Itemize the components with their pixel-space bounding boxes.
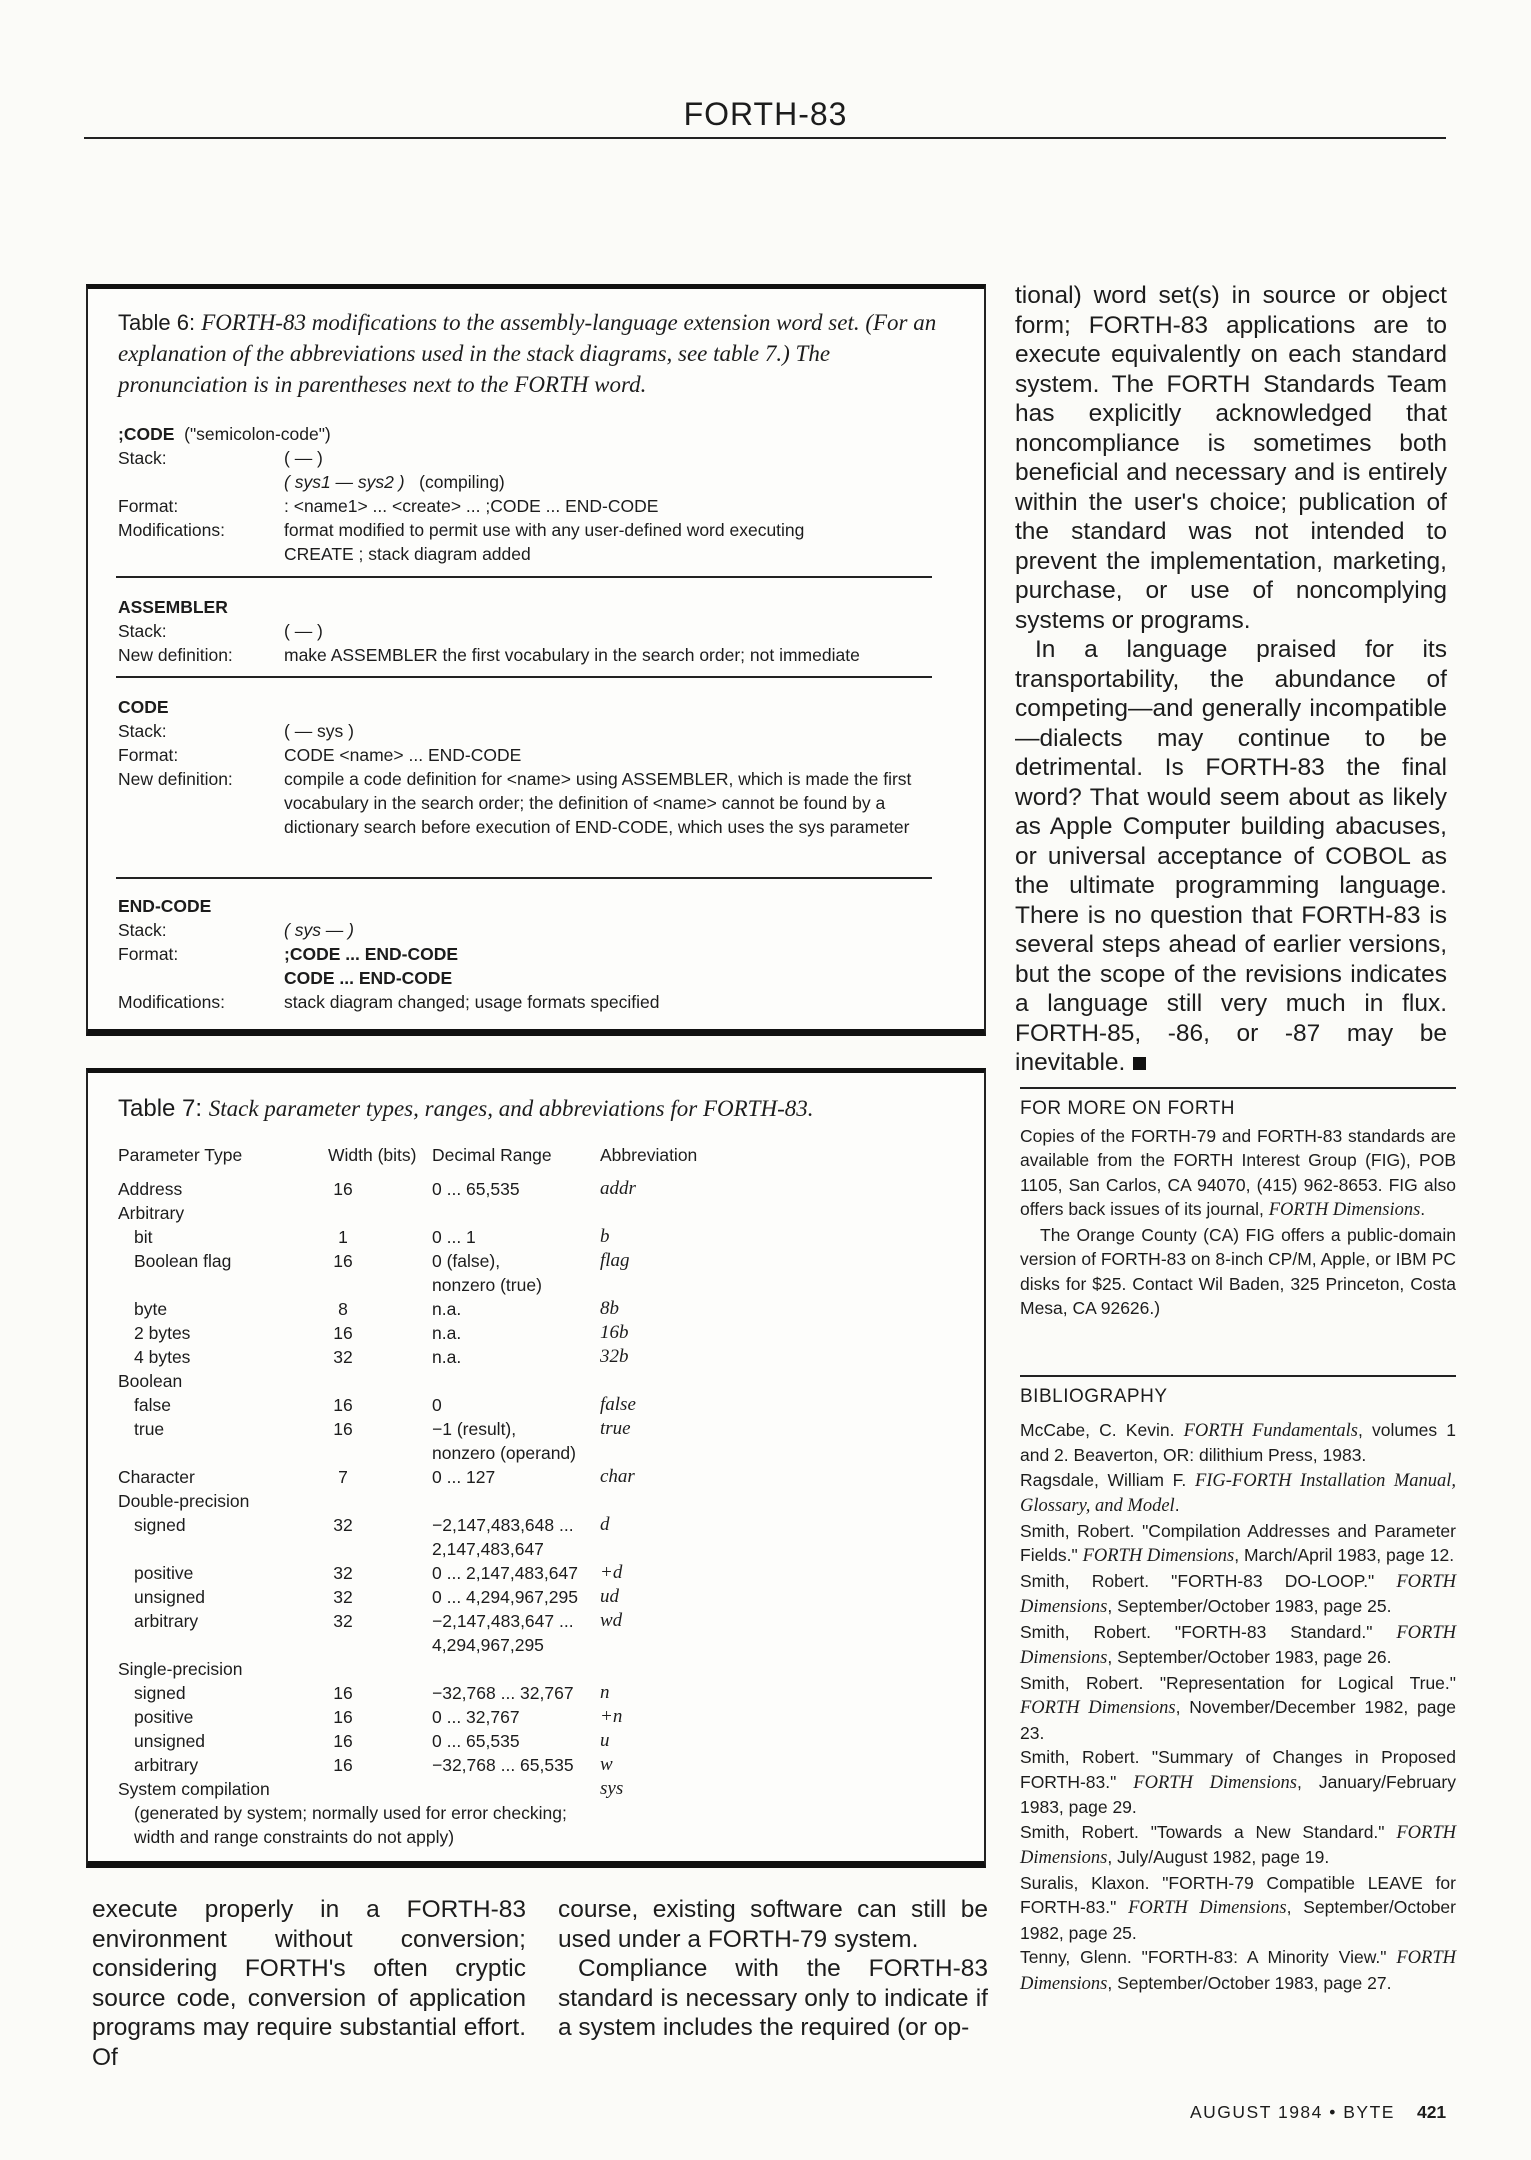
publication-title: FORTH Fundamentals [1183, 1420, 1358, 1441]
cell-width: 32 [333, 1515, 353, 1535]
cell-width: 8 [338, 1299, 348, 1319]
cell-range: nonzero (true) [432, 1275, 542, 1295]
text-run: . [1174, 1495, 1180, 1515]
table-row [118, 1345, 960, 1369]
cell-type: bit [134, 1227, 153, 1247]
journal-title: FORTH Dimensions [1268, 1200, 1421, 1220]
cell-abbr: 8b [600, 1298, 619, 1319]
table-6-divider [116, 576, 932, 578]
definition-value: compile a code definition for <name> using ASSEMBLER, which is made the first vocabulary in the search order; the definition of <name> cannot be found by a dictionary search before execution of END-CODE, which uses the sys parameter [284, 769, 912, 837]
stack-label: Stack: [118, 621, 167, 641]
table-row [118, 1537, 960, 1561]
cell-range: −1 (result), [432, 1419, 517, 1439]
bibliography-entry [1020, 1820, 1456, 1871]
table-row [118, 1633, 960, 1657]
stack-value: ( sys1 — sys2 ) [284, 472, 405, 492]
cell-range: nonzero (operand) [432, 1443, 576, 1463]
cell-type: positive [134, 1707, 194, 1727]
entry-semicolon-code [118, 422, 960, 566]
text-run: Smith, Robert. "Compilation Addresses and Parameter Fields." [1020, 1520, 1456, 1565]
table-7-caption [118, 1093, 958, 1124]
cell-range: 2,147,483,647 [432, 1539, 544, 1559]
cell-type: byte [134, 1299, 168, 1319]
text-run: , September/October 1983, page 27. [1107, 1972, 1392, 1993]
table-row [118, 1489, 960, 1513]
cell-width: 16 [333, 1419, 353, 1439]
cell-type: true [134, 1419, 165, 1439]
cell-abbr: 32b [600, 1346, 629, 1367]
cell-width: 16 [333, 1755, 353, 1775]
entry-word: END-CODE [118, 896, 212, 916]
table-row [118, 1609, 960, 1633]
cell-abbr: flag [600, 1250, 630, 1271]
cell-type: arbitrary [134, 1755, 199, 1775]
sidebar-rule [1020, 1087, 1456, 1089]
cell-abbr: +d [600, 1562, 623, 1583]
publication-title: FORTH Dimensions [1020, 1948, 1456, 1994]
cell-type: unsigned [134, 1587, 206, 1607]
footer-issue: AUGUST 1984 • BYTE [1190, 2102, 1395, 2122]
table-row [118, 1441, 960, 1465]
table-6-divider [116, 676, 932, 678]
cell-abbr: false [600, 1394, 636, 1415]
publication-title: FORTH Dimensions [1128, 1898, 1287, 1918]
format-label: Format: [118, 745, 179, 765]
more-on-forth-paragraph: The Orange County (CA) FIG offers a public-domain version of FORTH-83 on 8-inch CP/M, Apple, or IBM PC disks for $25. Contact Wil Baden, 325 Princeton, Costa Mesa, CA 92626.) [1020, 1224, 1456, 1318]
bibliography-entry [1020, 1519, 1456, 1569]
table-row [118, 1273, 960, 1297]
cell-width: 7 [338, 1467, 348, 1487]
cell-range: 0 ... 4,294,967,295 [432, 1587, 578, 1607]
table-row [118, 1201, 960, 1225]
stack-label: Stack: [118, 448, 167, 468]
sidebar-rule [1020, 1375, 1456, 1377]
cell-range: n.a. [432, 1323, 462, 1343]
cell-width: 16 [333, 1179, 353, 1199]
cell-abbr: n [600, 1682, 610, 1703]
column-header: Abbreviation [600, 1145, 698, 1165]
cell-width: 16 [333, 1707, 353, 1727]
cell-width: 16 [333, 1323, 353, 1343]
entry-word: CODE [118, 697, 169, 717]
table-row [118, 1513, 960, 1537]
cell-type: Boolean flag [134, 1251, 232, 1271]
table-row [118, 1465, 960, 1489]
table-7-grid [118, 1143, 960, 1849]
cell-abbr: u [600, 1730, 610, 1751]
cell-type: false [134, 1395, 171, 1415]
column-header: Decimal Range [432, 1145, 552, 1165]
cell-width: 32 [333, 1611, 353, 1631]
text-run: , July/August 1982, page 19. [1107, 1847, 1330, 1867]
definition-value: make ASSEMBLER the first vocabulary in the search order; not immediate [284, 645, 860, 665]
format-label: Format: [118, 944, 179, 964]
format-value: CODE ... END-CODE [284, 968, 453, 988]
text-run: , March/April 1983, page 12. [1234, 1545, 1455, 1565]
format-value: CODE <name> ... END-CODE [284, 745, 522, 765]
cell-type: Arbitrary [118, 1203, 185, 1223]
cell-type: arbitrary [134, 1611, 199, 1631]
table-7-header-row [118, 1143, 960, 1167]
text-run: , volumes 1 and 2. Beaverton, OR: dilithium Press, 1983. [1020, 1419, 1457, 1465]
publication-title: FORTH Dimensions [1020, 1698, 1176, 1718]
modifications-value: CREATE ; stack diagram added [284, 544, 531, 564]
cell-abbr: b [600, 1226, 610, 1247]
right-body-column [1015, 281, 1447, 1078]
cell-width: 32 [333, 1563, 353, 1583]
format-value: : <name1> ... <create> ... ;CODE ... END-CODE [284, 496, 659, 516]
modifications-label: Modifications: [118, 992, 225, 1012]
table-row [118, 1585, 960, 1609]
cell-abbr: addr [600, 1178, 636, 1199]
table-7 [86, 1068, 986, 1868]
cell-range: 0 ... 1 [432, 1227, 476, 1247]
table-row [118, 1729, 960, 1753]
modifications-value: stack diagram changed; usage formats specified [284, 992, 660, 1012]
table-row [118, 1393, 960, 1417]
cell-type: positive [134, 1563, 194, 1583]
cell-range: 0 ... 65,535 [432, 1731, 520, 1751]
text-run: , September/October 1983, page 26. [1107, 1647, 1392, 1667]
table-row [118, 1225, 960, 1249]
bibliography-entry [1020, 1569, 1456, 1620]
stack-label: Stack: [118, 920, 167, 940]
cell-abbr: d [600, 1514, 610, 1535]
text-run: Ragsdale, William F. [1020, 1469, 1195, 1490]
cell-abbr: true [600, 1418, 631, 1439]
cell-type: Double-precision [118, 1491, 250, 1511]
table-6-caption-text: FORTH-83 modifications to the assembly-language extension word set. (For an explanation of the abbreviations used in the stack diagrams, see table 7.) The pronunciation is in parentheses next to the FORTH word. [118, 310, 937, 397]
entry-end-code [118, 894, 960, 1014]
cell-width: 32 [333, 1587, 353, 1607]
page-footer [1190, 2102, 1446, 2123]
cell-range: −2,147,483,647 ... [432, 1611, 574, 1631]
cell-width: 1 [338, 1227, 348, 1247]
publication-title: FORTH Dimensions [1133, 1772, 1298, 1793]
page-number: 421 [1416, 2102, 1447, 2122]
publication-title: FORTH Dimensions [1020, 1571, 1456, 1617]
format-label: Format: [118, 496, 179, 516]
column-header: Parameter Type [118, 1145, 243, 1165]
running-head: FORTH-83 [683, 96, 848, 132]
cell-abbr: wd [600, 1610, 623, 1631]
definition-label: New definition: [118, 645, 233, 665]
table-6 [86, 284, 986, 1036]
cell-abbr: ud [600, 1586, 619, 1607]
text-run: , September/October 1982, page 25. [1020, 1897, 1456, 1943]
cell-type: 4 bytes [134, 1347, 191, 1367]
format-value: ;CODE ... END-CODE [284, 944, 459, 964]
table-row [118, 1321, 960, 1345]
entry-code [118, 695, 960, 839]
table-7-footnote: width and range constraints do not apply) [134, 1827, 455, 1847]
body-paragraph-text: In a language praised for its transportability, the abundance of competing—and generally incompatible—dialects may continue to be detrimental. Is FORTH-83 the final word? That would seem about as likely as Apple Computer building abacuses, or universal acceptance of COBOL as the ultimate programming language. There is no question that FORTH-83 is several steps ahead of earlier versions, but the scope of the revisions indicates a language still very much in flux. FORTH-85, -86, or -87 may be inevitable. [1015, 636, 1447, 1076]
table-7-label: Table 7: [118, 1095, 203, 1122]
text-run: McCabe, C. Kevin. [1020, 1419, 1184, 1440]
cell-type: 2 bytes [134, 1323, 191, 1343]
text-run: Smith, Robert. "Towards a New Standard." [1020, 1821, 1397, 1842]
table-row [118, 1561, 960, 1585]
bibliography-entry [1020, 1871, 1456, 1946]
bibliography-heading: BIBLIOGRAPHY [1020, 1386, 1168, 1407]
table-6-label: Table 6: [118, 310, 196, 335]
cell-width: 32 [333, 1347, 353, 1367]
text-run: Tenny, Glenn. "FORTH-83: A Minority View." [1020, 1947, 1397, 1967]
publication-title: FORTH Dimensions [1020, 1622, 1456, 1668]
text-run: , January/February 1983, page 29. [1020, 1771, 1456, 1817]
stack-label: Stack: [118, 721, 167, 741]
cell-type: System compilation [118, 1779, 270, 1799]
body-paragraph: execute properly in a FORTH-83 environment without conversion; considering FORTH's often cryptic source code, conversion of application programs may require substantial effort. Of [92, 1896, 526, 2071]
table-row [118, 1681, 960, 1705]
table-row [118, 1297, 960, 1321]
bibliography-entry [1020, 1945, 1456, 1996]
table-7-body [118, 1177, 960, 1801]
more-on-forth-paragraph [1020, 1124, 1456, 1223]
definition-label: New definition: [118, 769, 233, 789]
modifications-value: format modified to permit use with any user-defined word executing [284, 520, 805, 540]
cell-range: 4,294,967,295 [432, 1635, 544, 1655]
table-7-caption-text: Stack parameter types, ranges, and abbreviations for FORTH-83. [208, 1096, 814, 1121]
stack-value: ( sys — ) [284, 920, 354, 940]
entry-word: ASSEMBLER [118, 597, 228, 617]
end-mark-icon [1133, 1057, 1146, 1070]
cell-width: 16 [333, 1251, 353, 1271]
cell-abbr: +n [600, 1706, 623, 1727]
column-header: Width (bits) [328, 1145, 417, 1165]
text-run: Copies of the FORTH-79 and FORTH-83 standards are available from the FORTH Interest Group (FIG), POB 1105, San Carlos, CA 94070, (415) 962-8653. FIG also offers back issues of its journal, [1020, 1125, 1456, 1219]
table-row [118, 1657, 960, 1681]
text-run: , September/October 1983, page 25. [1107, 1596, 1392, 1616]
table-row [118, 1249, 960, 1273]
table-row [118, 1753, 960, 1777]
text-run: Smith, Robert. "Summary of Changes in Proposed FORTH-83." [1020, 1747, 1456, 1792]
header-rule [84, 137, 1446, 139]
bottom-left-column [92, 1895, 526, 2072]
bibliography-entry [1020, 1745, 1456, 1820]
stack-note: (compiling) [419, 472, 505, 492]
cell-type: signed [134, 1515, 186, 1535]
stack-value: ( — ) [284, 621, 323, 641]
bibliography-box [1020, 1375, 1456, 1996]
table-row [118, 1369, 960, 1393]
body-paragraph: Compliance with the FORTH-83 standard is necessary only to indicate if a system includes the required (or op- [558, 1955, 988, 2041]
body-paragraph: tional) word set(s) in source or object form; FORTH-83 applications are to execute equivalently on each standard system. The FORTH Standards Team has explicitly acknowledged that noncompliance is sometimes both beneficial and necessary and is entirely within the user's choice; publication of the standard was not intended to prevent the implementation, marketing, purchase, or use of noncomplying systems or programs. [1015, 282, 1447, 634]
cell-abbr: sys [600, 1778, 624, 1799]
stack-value: ( — ) [284, 448, 323, 468]
entry-word: ;CODE [118, 424, 175, 444]
cell-range: 0 [432, 1395, 442, 1415]
cell-abbr: w [600, 1754, 613, 1775]
cell-type: unsigned [134, 1731, 206, 1751]
bibliography-entry [1020, 1620, 1456, 1671]
table-6-divider [116, 877, 932, 879]
cell-abbr: char [600, 1466, 635, 1487]
text-run: , November/December 1982, page 23. [1020, 1697, 1456, 1743]
text-run: Suralis, Klaxon. "FORTH-79 Compatible LEAVE for FORTH-83." [1020, 1872, 1456, 1917]
table-row [118, 1777, 960, 1801]
bibliography-entry [1020, 1671, 1456, 1746]
more-on-forth-box [1020, 1087, 1456, 1321]
cell-width: 16 [333, 1731, 353, 1751]
text-run: Smith, Robert. "FORTH-83 DO-LOOP." [1020, 1570, 1397, 1591]
cell-range: n.a. [432, 1347, 462, 1367]
cell-type: Address [118, 1179, 183, 1199]
table-row [118, 1177, 960, 1201]
cell-type: Single-precision [118, 1659, 243, 1679]
entry-assembler [118, 595, 960, 667]
cell-range: −2,147,483,648 ... [432, 1515, 574, 1535]
text-run: Smith, Robert. "FORTH-83 Standard." [1020, 1621, 1397, 1642]
cell-width: 16 [333, 1683, 353, 1703]
cell-range: 0 ... 65,535 [432, 1179, 520, 1199]
stack-value: ( — sys ) [284, 721, 354, 741]
body-paragraph [1015, 635, 1447, 1078]
text-run: Smith, Robert. "Representation for Logical True." [1020, 1672, 1456, 1693]
publication-title: FORTH Dimensions [1082, 1546, 1235, 1566]
cell-range: 0 ... 127 [432, 1467, 496, 1487]
bibliography-list [1020, 1418, 1456, 1997]
cell-range: −32,768 ... 65,535 [432, 1755, 574, 1775]
cell-type: Boolean [118, 1371, 183, 1391]
bibliography-entry [1020, 1418, 1456, 1468]
cell-type: Character [118, 1467, 195, 1487]
entry-pronunciation: ("semicolon-code") [184, 424, 331, 444]
text-run: . [1420, 1199, 1426, 1219]
cell-range: −32,768 ... 32,767 [432, 1683, 574, 1703]
body-paragraph: course, existing software can still be used under a FORTH-79 system. [558, 1896, 988, 1953]
publication-title: FORTH Dimensions [1020, 1822, 1456, 1868]
table-row [118, 1705, 960, 1729]
cell-type: signed [134, 1683, 186, 1703]
table-6-caption [118, 307, 958, 400]
cell-range: 0 ... 2,147,483,647 [432, 1563, 578, 1583]
publication-title: FIG-FORTH Installation Manual, Glossary, and Model [1020, 1470, 1456, 1516]
table-row [118, 1417, 960, 1441]
cell-width: 16 [333, 1395, 353, 1415]
bibliography-entry [1020, 1468, 1456, 1519]
table-7-footnote: (generated by system; normally used for error checking; [134, 1803, 567, 1823]
modifications-label: Modifications: [118, 520, 225, 540]
cell-range: 0 ... 32,767 [432, 1707, 520, 1727]
cell-range: n.a. [432, 1299, 462, 1319]
more-on-forth-heading: FOR MORE ON FORTH [1020, 1098, 1236, 1119]
bottom-middle-column [558, 1895, 988, 2043]
cell-range: 0 (false), [432, 1251, 501, 1271]
cell-abbr: 16b [600, 1322, 629, 1343]
